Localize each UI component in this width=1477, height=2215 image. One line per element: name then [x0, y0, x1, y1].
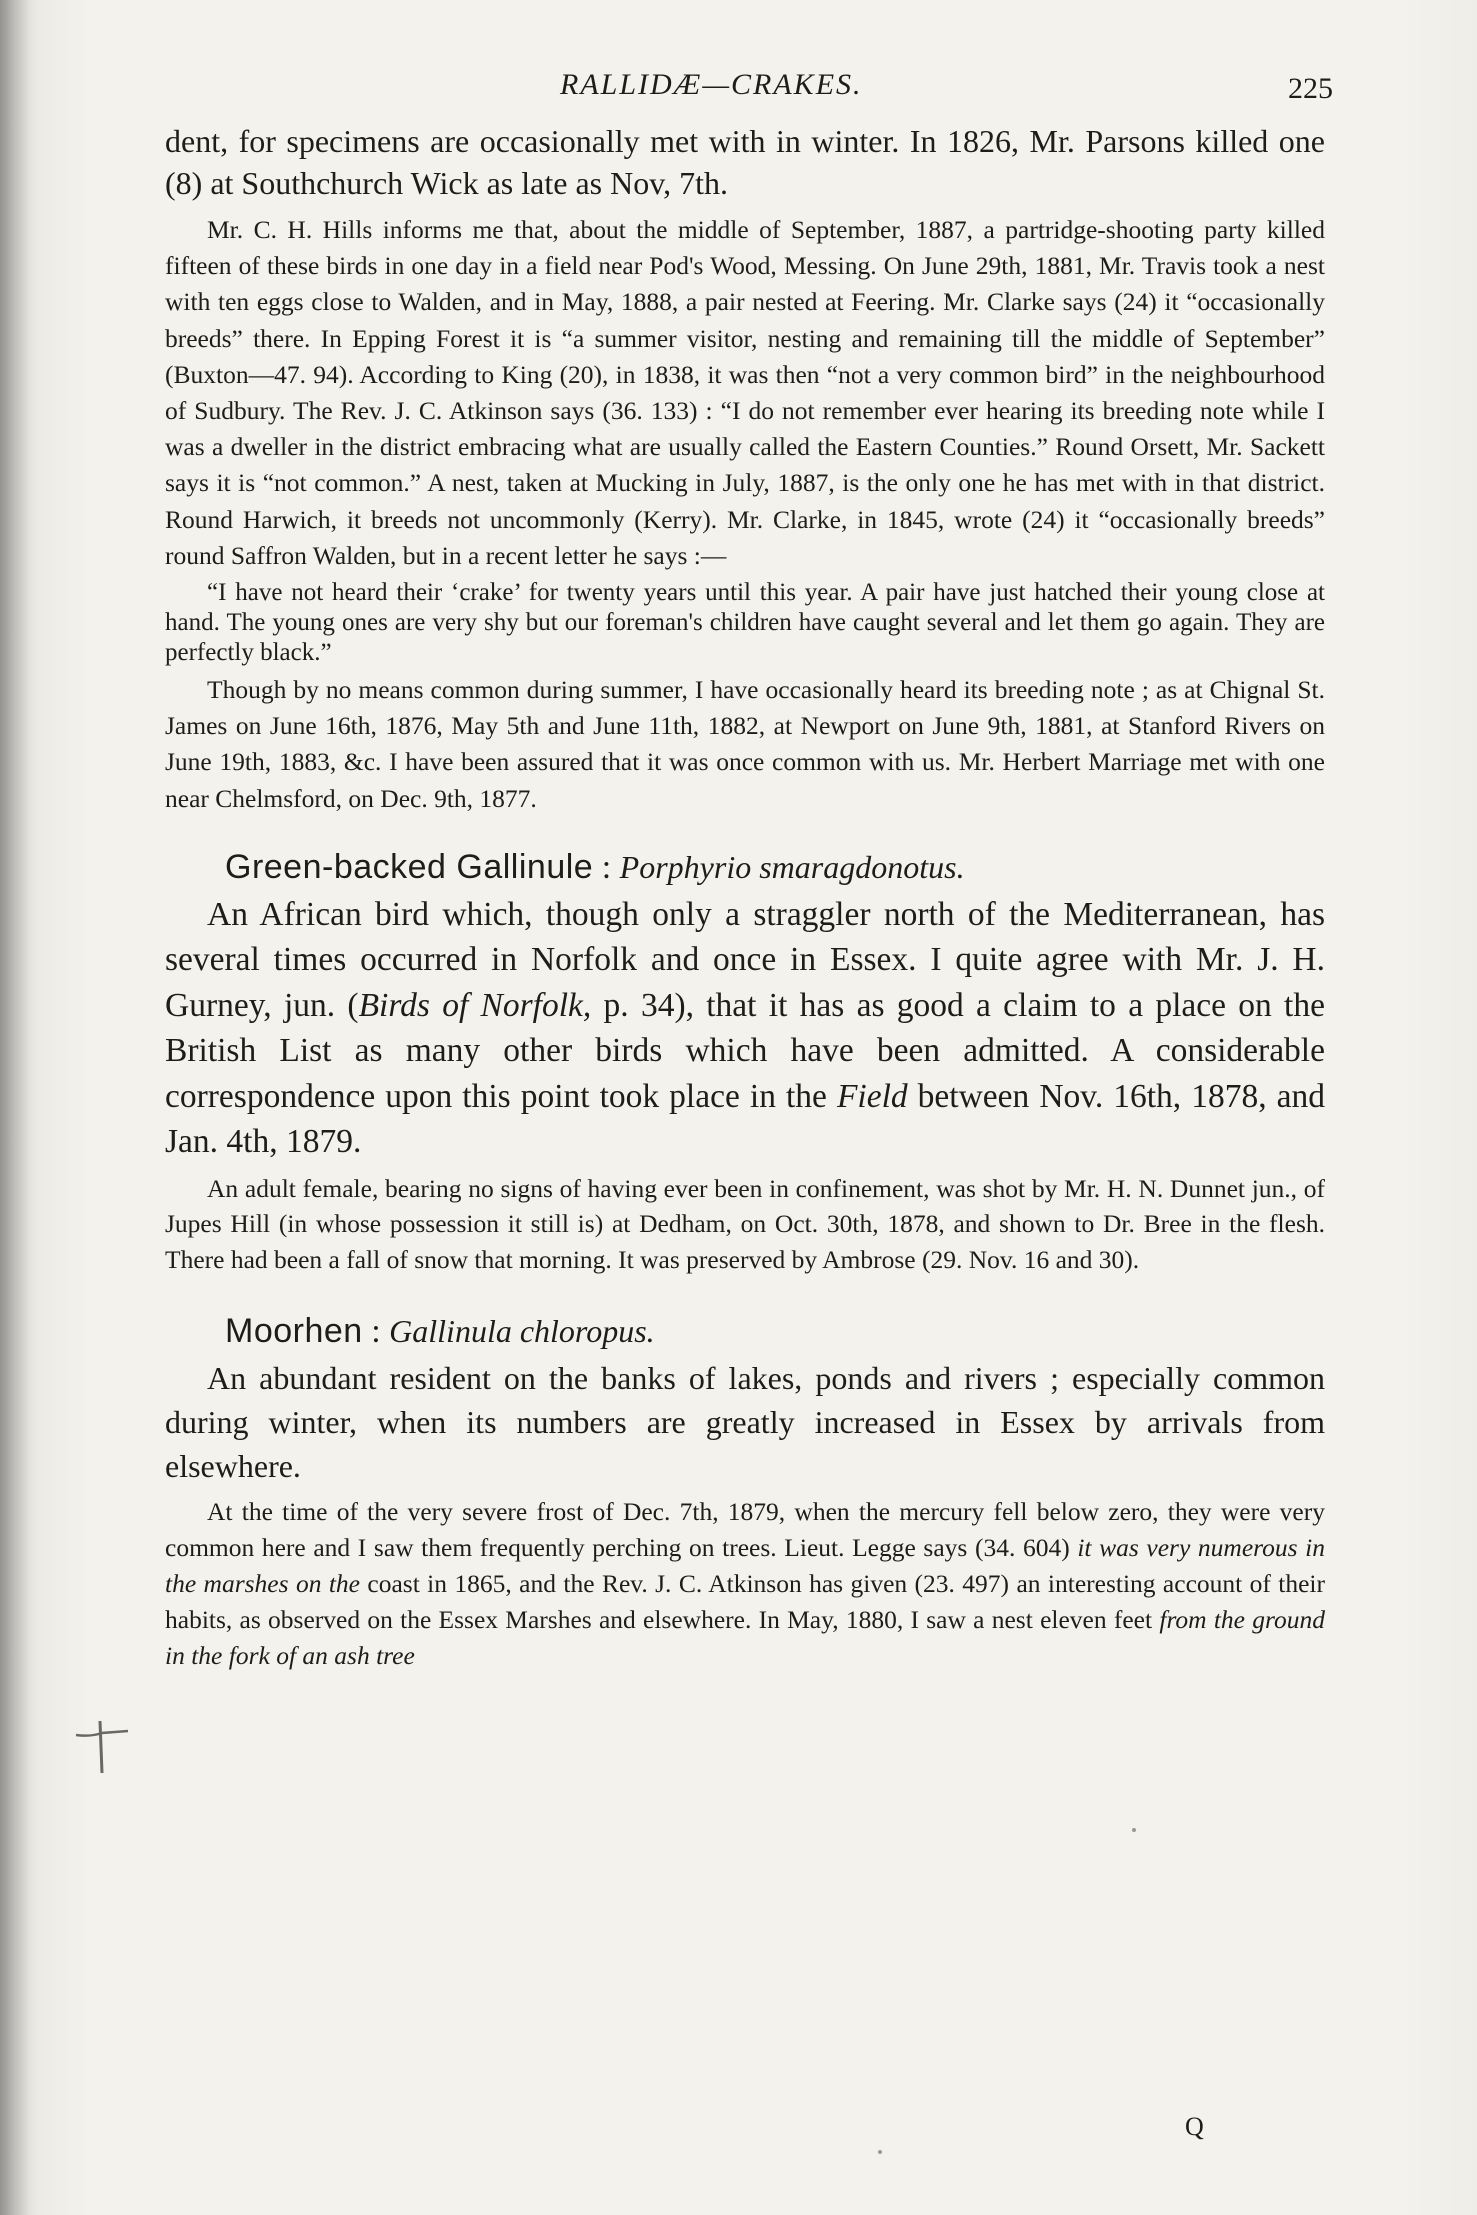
- text-run: between Nov. 16th, 1878, and Jan. 4th, 1879.: [165, 1077, 1325, 1161]
- paragraph-hills-note: Mr. C. H. Hills informs me that, about the middle of September, 1887, a partridge-shooting party killed fifteen of these birds in one day in a field near Pod's Wood, Messing. On June 29th, 1881, Mr. Travis took a nest with ten eggs close to Walden, and in May, 1888, a pair nested at Feering. Mr. Clarke says (24) it “occasionally breeds” there. In Epping Forest it is “a summer visitor, nesting and remaining till the middle of September” (Buxton—47. 94). According to King (20), in 1838, it was then “not a very common bird” in the neighbourhood of Sudbury. The Rev. J. C. Atkinson says (36. 133) : “I do not remember ever hearing its breeding note while I was a dweller in the district embracing what are usually called the Eastern Counties.” Round Orsett, Mr. Sackett says it is “not common.” A nest, taken at Mucking in July, 1887, is the only one he has met with in that district. Round Harwich, it breeds not uncommonly (Kerry). Mr. Clarke, in 1845, wrote (24) it “occasionally breeds” round Saffron Walden, but in a recent letter he says :—: [165, 215, 1325, 570]
- citation-birds-of-norfolk: Birds of Norfolk,: [358, 986, 592, 1024]
- speck: [878, 2150, 882, 2154]
- italic-run: it was very numerous in the marshes on the: [165, 1533, 1325, 1599]
- heading-separator: :: [362, 1313, 390, 1351]
- page-content: [165, 60, 1333, 1674]
- running-head: [165, 60, 1333, 120]
- page-number: 225: [1288, 72, 1333, 105]
- common-name: Moorhen: [225, 1312, 363, 1351]
- paragraph-breeding-note: Though by no means common during summer, I have occasionally heard its breeding note ; as at Chignal St. James on June 16th, 1876, May 5th and June 11th, 1882, at Newport on June 9th, 1881, at Stanford Rivers on June 19th, 1883, &c. I have been assured that it was once common with us. Mr. Herbert Marriage met with one near Chelmsford, on Dec. 9th, 1877.: [165, 675, 1325, 813]
- paragraph-continuation: dent, for specimens are occasionally met with in winter. In 1826, Mr. Parsons killed one (8) at Southchurch Wick as late as Nov, 7th.: [165, 123, 1325, 201]
- running-title: RALLIDÆ—CRAKES.: [560, 68, 863, 101]
- paragraph-gallinule-intro: [165, 892, 1325, 1165]
- text-run: coast in 1865, and the Rev. J. C. Atkinson has given (23. 497) an interesting account of their habits, as observed on the Essex Marshes and elsewhere. In May, 1880, I saw a nest eleven feet: [165, 1569, 1325, 1635]
- paragraph-gallinule-record: An adult female, bearing no signs of having ever been in confinement, was shot by Mr. H. N. Dunnet jun., of Jupes Hill (in whose possession it still is) at Dedham, on Oct. 30th, 1878, and shown to Dr. Bree in the flesh. There had been a fall of snow that morning. It was preserved by Ambrose (29. Nov. 16 and 30).: [165, 1173, 1325, 1274]
- common-name: Green-backed Gallinule: [225, 847, 594, 886]
- signature-mark: Q: [1185, 2112, 1204, 2141]
- heading-separator: :: [593, 848, 620, 886]
- italic-run: from the ground in the fork of an ash tree: [165, 1605, 1325, 1671]
- paragraph-moorhen-intro: An abundant resident on the banks of lakes, ponds and rivers ; especially common during winter, when its numbers are greatly increased in Essex by arrivals from elsewhere.: [165, 1360, 1325, 1485]
- species-heading-moorhen: [165, 1307, 1325, 1356]
- species-heading-gallinule: [165, 843, 1325, 892]
- block-quote-clarke: “I have not heard their ‘crake’ for twenty years until this year. A pair have just hatched their young close at hand. The young ones are very shy but our foreman's children have caught several and let them go again. They are perfectly black.”: [165, 579, 1325, 667]
- citation-field: Field: [836, 1077, 908, 1115]
- text-run: p. 34), that it has as good a claim to a place on the British List as many other birds which have been admitted. A considerable correspondence upon this point took place in the: [165, 986, 1325, 1115]
- text-run: At the time of the very severe frost of Dec. 7th, 1879, when the mercury fell below zero, they were very common here and I saw them frequently perching on trees. Lieut. Legge says (34. 604): [165, 1497, 1325, 1563]
- margin-cross-mark: [72, 1715, 132, 1775]
- latin-name: Porphyrio smaragdonotus.: [619, 848, 965, 885]
- latin-name: Gallinula chloropus.: [389, 1313, 655, 1350]
- paragraph-moorhen-notes: [165, 1494, 1325, 1674]
- gutter-shadow: [0, 0, 30, 2215]
- text-run: An African bird which, though only a straggler north of the Mediterranean, has several times occurred in Norfolk and once in Essex. I quite agree with Mr. J. H. Gurney, jun. (: [165, 895, 1325, 1024]
- speck: [1132, 1828, 1136, 1832]
